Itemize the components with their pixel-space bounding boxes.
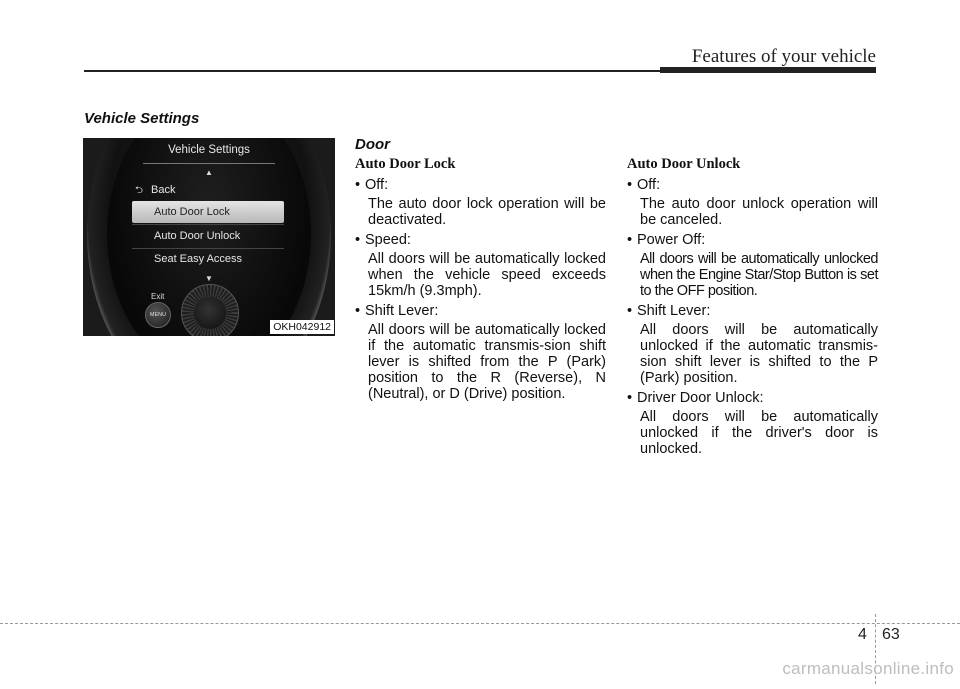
option-description: All doors will be automatically unlocked if the driver's door is unlocked. <box>640 409 878 457</box>
option-description: All doors will be automatically unlocked if the automatic transmis-sion shift lever is shifted to the P (Park) position. <box>640 322 878 386</box>
bullet-icon: • <box>355 177 361 193</box>
exit-label: Exit <box>151 292 165 301</box>
option-item <box>355 232 606 299</box>
auto-door-unlock-column <box>627 156 878 461</box>
option-description: All doors will be automatically locked if the automatic transmis-sion shift lever is shifted from the P (Park) position to the R (Reverse), N (Neutral), or D (Drive) position. <box>368 322 606 402</box>
back-arrow-icon: ⮌ <box>135 185 144 196</box>
header-rule-accent <box>660 67 876 73</box>
bullet-icon: • <box>355 303 361 319</box>
watermark: carmanualsonline.info <box>782 659 954 678</box>
scroll-up-arrow-icon: ▲ <box>205 168 213 177</box>
option-item <box>355 303 606 402</box>
menu-title-divider <box>143 163 275 164</box>
option-item <box>627 177 878 228</box>
option-description: All doors will be automatically locked when the vehicle speed exceeds 15km/h (9.3mph). <box>368 251 606 299</box>
option-item <box>355 177 606 228</box>
bullet-icon: • <box>627 177 633 193</box>
option-item <box>627 303 878 386</box>
bullet-icon: • <box>627 390 633 406</box>
cluster-display-figure <box>83 138 335 336</box>
option-label: Off: <box>637 177 661 193</box>
section-title: Vehicle Settings <box>84 110 200 127</box>
column-heading: Auto Door Unlock <box>627 156 741 172</box>
option-label: Off: <box>365 177 389 193</box>
page-number: 63 <box>882 626 900 643</box>
dial-knob-icon <box>181 284 239 336</box>
bullet-icon: • <box>627 303 633 319</box>
menu-back-label: Back <box>151 184 176 196</box>
option-item <box>627 390 878 457</box>
option-label: Power Off: <box>637 232 706 248</box>
scroll-down-arrow-icon: ▼ <box>205 274 213 283</box>
option-description: The auto door lock operation will be deactivated. <box>368 196 606 228</box>
option-item <box>627 232 878 299</box>
menu-item-auto-door-lock: Auto Door Lock <box>132 201 284 223</box>
option-label: Driver Door Unlock: <box>637 390 764 406</box>
option-label: Shift Lever: <box>365 303 439 319</box>
auto-door-lock-column <box>355 156 606 406</box>
menu-title: Vehicle Settings <box>168 144 250 156</box>
header-rule <box>84 70 744 72</box>
bullet-icon: • <box>355 232 361 248</box>
subsection-title: Door <box>355 136 390 153</box>
bullet-icon: • <box>627 232 633 248</box>
option-label: Speed: <box>365 232 411 248</box>
header-title: Features of your vehicle <box>691 46 876 67</box>
option-description: The auto door unlock operation will be canceled. <box>640 196 878 228</box>
figure-code: OKH042912 <box>270 320 334 334</box>
menu-item-seat-easy-access: Seat Easy Access <box>154 253 243 265</box>
chapter-number: 4 <box>858 626 867 643</box>
menu-item-auto-door-unlock: Auto Door Unlock <box>154 230 241 242</box>
dial-knob-center <box>194 297 226 329</box>
column-heading: Auto Door Lock <box>355 156 456 172</box>
option-description: All doors will be automatically unlocked when the Engine Star/Stop Button is set to the OFF position. <box>640 251 878 299</box>
footer-divider <box>0 623 960 624</box>
menu-back-item <box>135 183 175 200</box>
option-label: Shift Lever: <box>637 303 711 319</box>
menu-button: MENU <box>145 302 171 328</box>
